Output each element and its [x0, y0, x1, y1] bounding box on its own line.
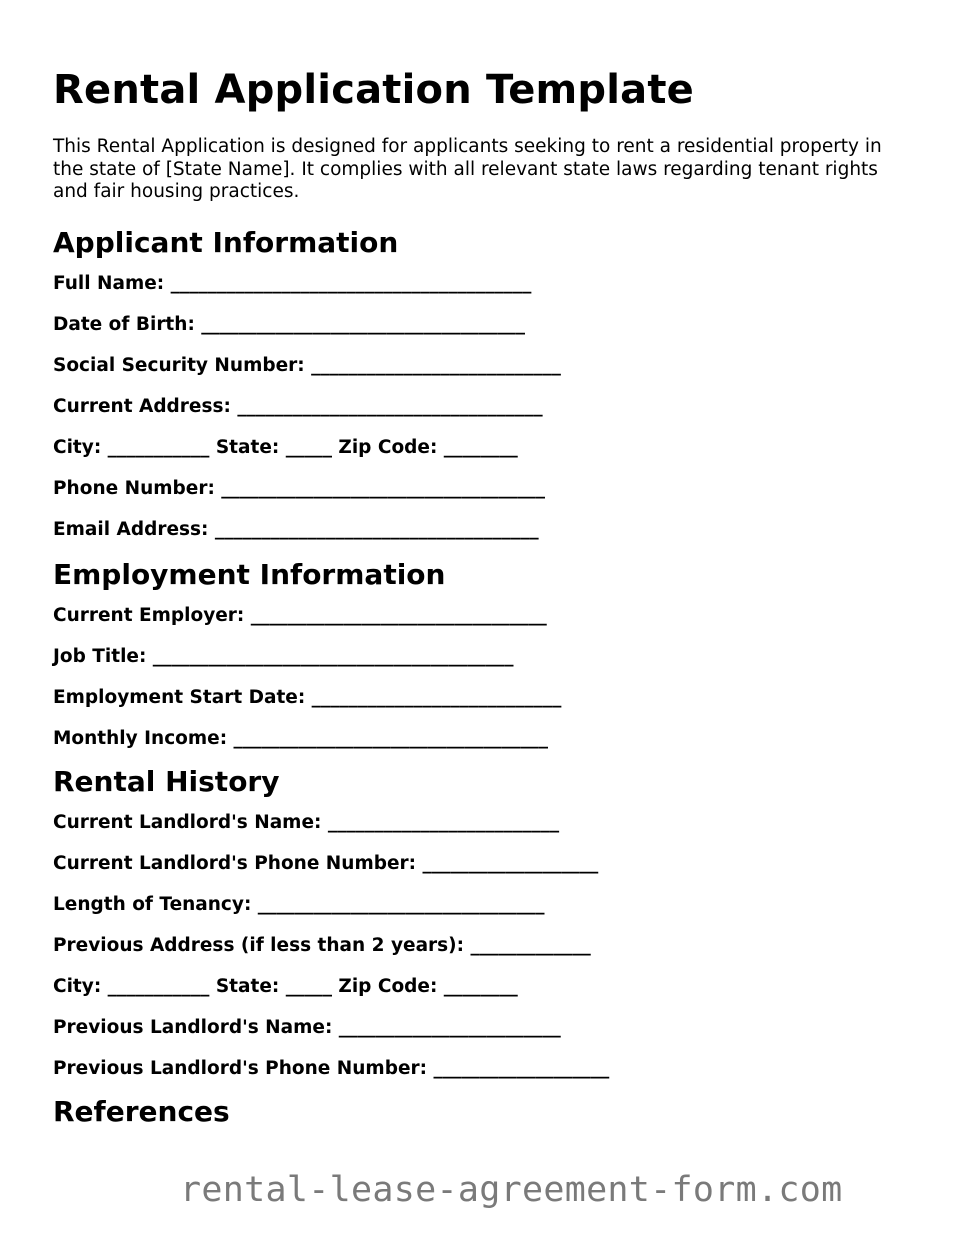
intro-paragraph: This Rental Application is designed for applicants seeking to rent a residential property in the state of [State Name]. It complies with all relevant state laws regarding tenant rights and fair housing practices. [53, 136, 882, 202]
rental-history-heading: Rental History [53, 764, 280, 798]
references-heading: References [53, 1094, 230, 1128]
previous-landlord-phone-field: Previous Landlord's Phone Number: ___________________ [53, 1057, 610, 1079]
page-title: Rental Application Template [53, 67, 694, 113]
employment-start-date-field: Employment Start Date: ___________________________ [53, 686, 562, 708]
previous-landlord-name-field: Previous Landlord's Name: ________________________ [53, 1016, 561, 1038]
applicant-section [53, 226, 903, 541]
employment-section [53, 558, 903, 750]
full-name-field: Full Name: _______________________________________ [53, 272, 532, 294]
references-section [53, 1095, 903, 1129]
current-landlord-phone-field: Current Landlord's Phone Number: ___________________ [53, 852, 599, 874]
phone-number-field: Phone Number: ___________________________________ [53, 477, 546, 499]
length-of-tenancy-field: Length of Tenancy: _______________________________ [53, 893, 545, 915]
monthly-income-field: Monthly Income: __________________________________ [53, 727, 549, 749]
applicant-heading: Applicant Information [53, 225, 399, 259]
date-of-birth-field: Date of Birth: ___________________________________ [53, 313, 526, 335]
document-page [53, 66, 903, 1129]
previous-address-field: Previous Address (if less than 2 years): _____________ [53, 934, 591, 956]
current-address-field: Current Address: _________________________________ [53, 395, 543, 417]
rental-history-section [53, 765, 903, 1080]
current-landlord-name-field: Current Landlord's Name: _________________________ [53, 811, 560, 833]
employment-heading: Employment Information [53, 557, 446, 591]
watermark: rental-lease-agreement-form.com [180, 1170, 843, 1210]
city-state-zip-field: City: ___________ State: _____ Zip Code: ________ [53, 436, 518, 458]
email-address-field: Email Address: ___________________________________ [53, 518, 539, 540]
job-title-field: Job Title: _______________________________________ [53, 645, 514, 667]
current-employer-field: Current Employer: ________________________________ [53, 604, 547, 626]
previous-city-state-zip-field: City: ___________ State: _____ Zip Code: ________ [53, 975, 518, 997]
ssn-field: Social Security Number: ___________________________ [53, 354, 561, 376]
